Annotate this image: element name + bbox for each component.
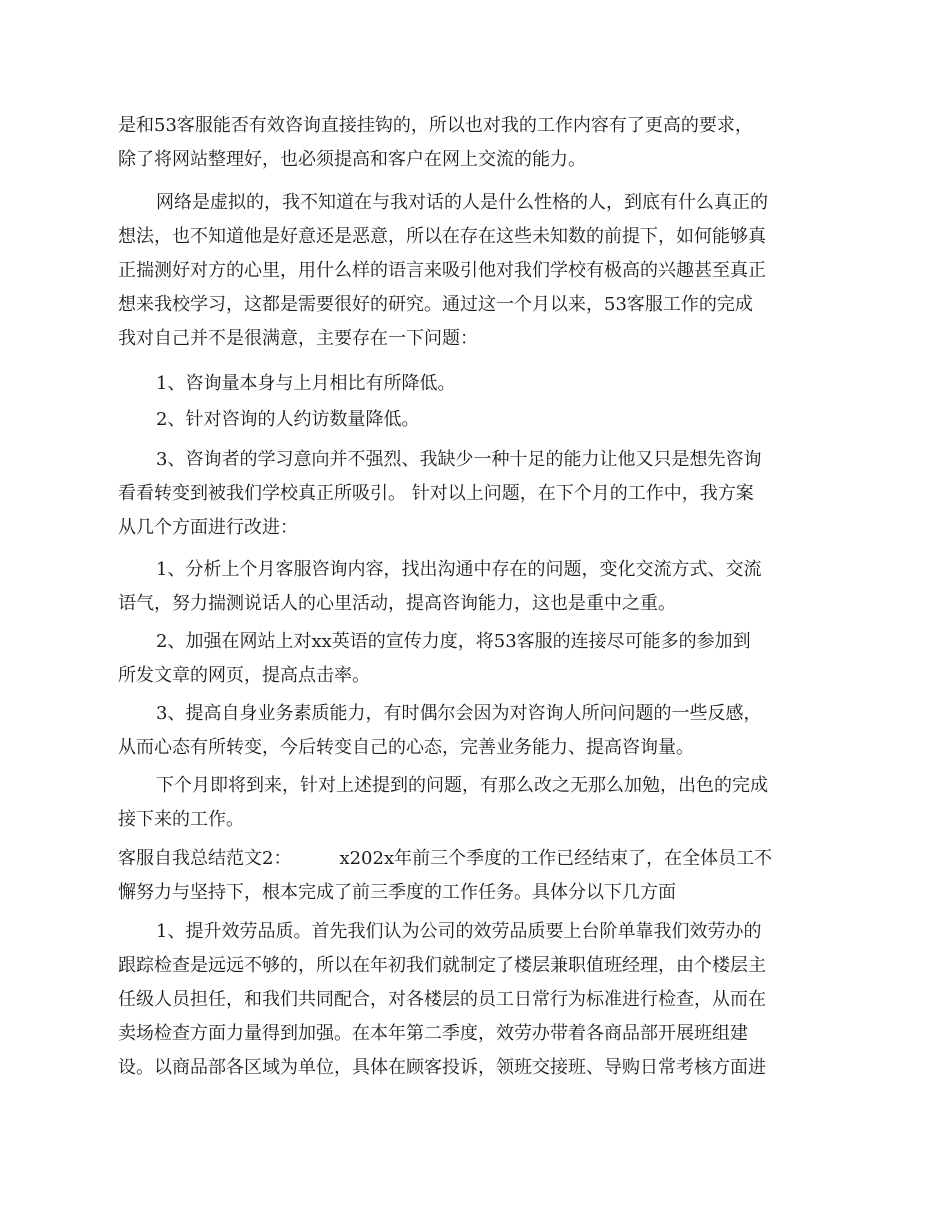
text-line: 接下来的工作。: [118, 809, 244, 830]
section-heading: 客服自我总结范文2：: [118, 848, 292, 869]
list-item: 1、提升效劳品质。首先我们认为公司的效劳品质要上台阶单靠我们效劳办的: [156, 921, 762, 942]
text-line: 任级人员担任，和我们共同配合，对各楼层的员工日常行为标准进行检查，从而在: [118, 989, 766, 1010]
list-item: 3、提高自身业务素质能力，有时偶尔会因为对咨询人所问问题的一些反感，: [156, 703, 762, 724]
paragraph-start: 下个月即将到来，针对上述提到的问题，有那么改之无那么加勉，出色的完成: [156, 775, 768, 796]
text-line: 懈努力与坚持下，根本完成了前三季度的工作任务。具体分以下几方面: [118, 882, 676, 903]
text-line: 是和53客服能否有效咨询直接挂钩的，所以也对我的工作内容有了更高的要求，: [118, 115, 753, 136]
text-line: 看看转变到被我们学校真正所吸引。 针对以上问题，在下个月的工作中，我方案: [118, 483, 754, 504]
text-line: 想法，也不知道他是好意还是恶意，所以在存在这些未知数的前提下，如何能够真: [118, 226, 766, 247]
list-item: 3、咨询者的学习意向并不强烈、我缺少一种十足的能力让他又只是想先咨询: [156, 449, 762, 470]
text-line: 所发文章的网页，提高点击率。: [118, 665, 370, 686]
list-item: 2、针对咨询的人约访数量降低。: [156, 409, 420, 430]
text-line: x202x年前三个季度的工作已经结束了，在全体员工不: [339, 848, 773, 869]
section-heading-line: [118, 847, 772, 871]
list-item: 1、咨询量本身与上月相比有所降低。: [156, 373, 456, 394]
text-line: 想来我校学习，这都是需要很好的研究。通过这一个月以来，53客服工作的完成: [118, 294, 753, 315]
text-line: 语气，努力揣测说话人的心里活动，提高咨询能力，这也是重中之重。: [118, 593, 676, 614]
list-item: 2、加强在网站上对xx英语的宣传力度，将53客服的连接尽可能多的参加到: [156, 631, 751, 652]
text-line: 从而心态有所转变，今后转变自己的心态，完善业务能力、提高咨询量。: [118, 737, 694, 758]
text-line: 正揣测好对方的心里，用什么样的语言来吸引他对我们学校有极高的兴趣甚至真正: [118, 260, 766, 281]
text-line: 除了将网站整理好，也必须提高和客户在网上交流的能力。: [118, 149, 586, 170]
text-line: 设。以商品部各区域为单位，具体在顾客投诉，领班交接班、导购日常考核方面进: [118, 1057, 766, 1078]
text-line: 我对自己并不是很满意，主要存在一下问题：: [118, 328, 478, 349]
paragraph-start: 网络是虚拟的，我不知道在与我对话的人是什么性格的人，到底有什么真正的: [156, 192, 768, 213]
text-line: 跟踪检查是远远不够的，所以在年初我们就制定了楼层兼职值班经理，由个楼层主: [118, 955, 766, 976]
text-line: 卖场检查方面力量得到加强。在本年第二季度，效劳办带着各商品部开展班组建: [118, 1023, 748, 1044]
text-line: 从几个方面进行改进：: [118, 517, 298, 538]
list-item: 1、分析上个月客服咨询内容，找出沟通中存在的问题，变化交流方式、交流: [156, 559, 762, 580]
